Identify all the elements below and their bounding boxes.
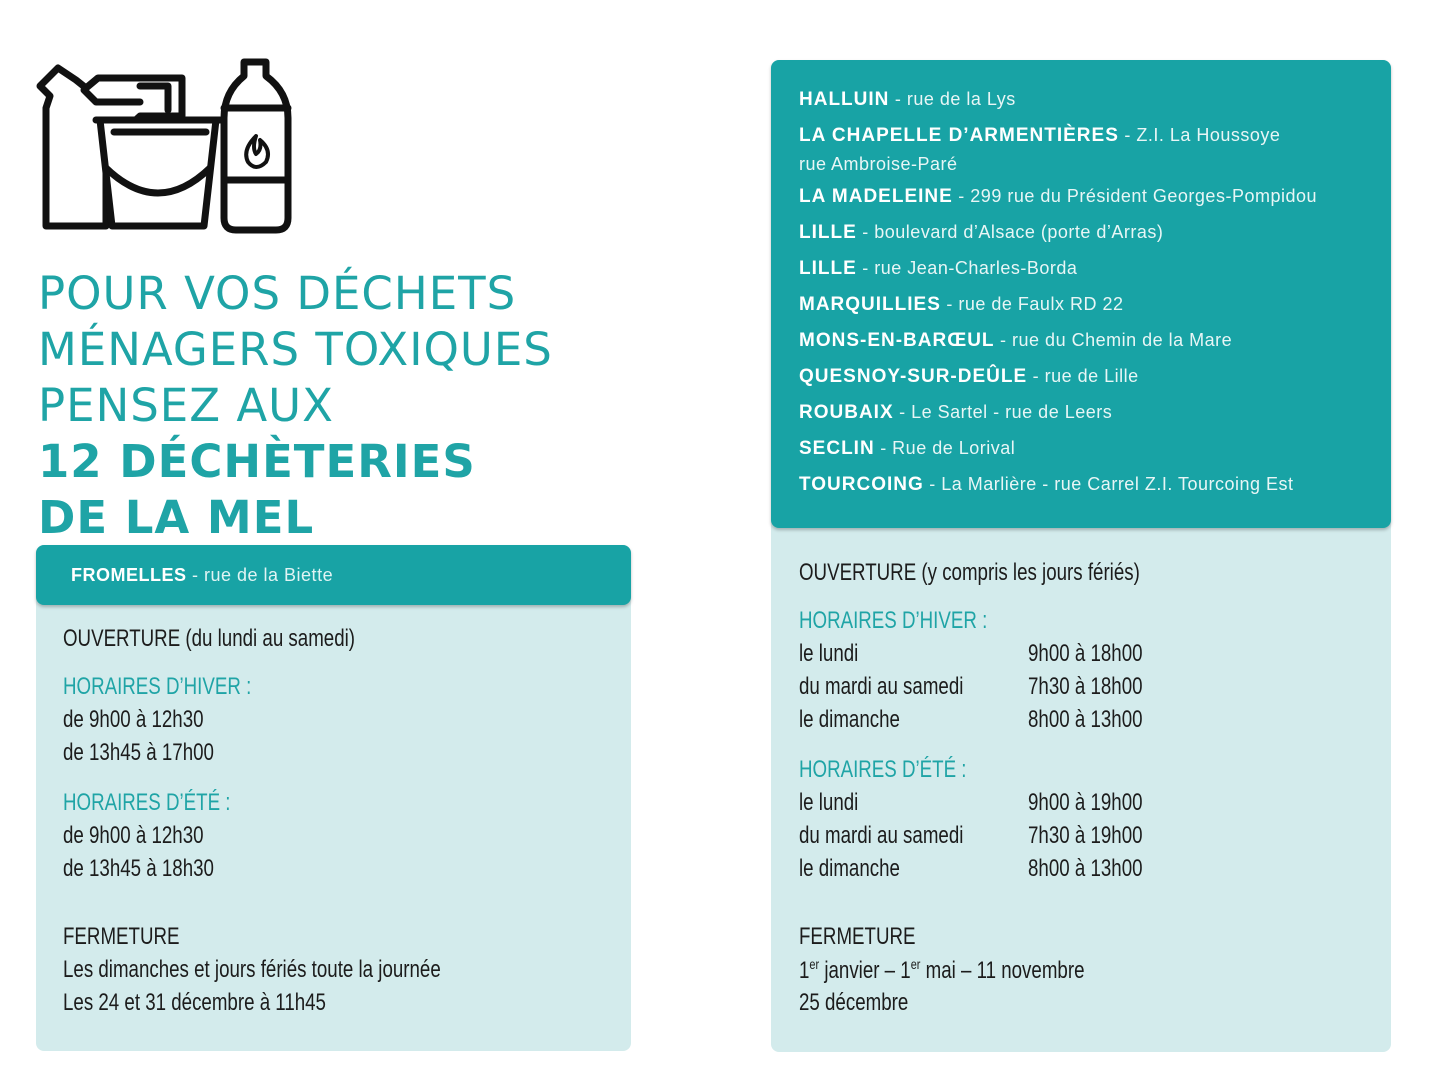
fromelles-summer-title: HORAIRES D’ÉTÉ : xyxy=(63,789,231,816)
site-city: LA MADELEINE xyxy=(799,186,953,207)
others-winter-hours-1: 9h00 à 18h00 xyxy=(1028,640,1143,667)
site-address: - rue Jean-Charles-Borda xyxy=(856,258,1078,278)
headline-line-1: POUR VOS DÉCHETS xyxy=(38,267,517,320)
site-item xyxy=(799,329,1389,352)
site-item xyxy=(799,293,1389,316)
others-winter-title: HORAIRES D’HIVER : xyxy=(799,607,988,634)
others-summer-day-2: du mardi au samedi xyxy=(799,822,964,849)
others-winter-hours-2: 7h30 à 18h00 xyxy=(1028,673,1143,700)
site-item xyxy=(799,473,1389,496)
site-city: MONS-EN-BARŒUL xyxy=(799,330,995,351)
others-summer-hours-3: 8h00 à 13h00 xyxy=(1028,855,1143,882)
fromelles-closing-2: Les 24 et 31 décembre à 11h45 xyxy=(63,989,326,1016)
site-city: FROMELLES xyxy=(71,565,187,585)
site-city: LILLE xyxy=(799,258,857,279)
closing-text-jan: janvier – 1 xyxy=(819,957,911,984)
others-closing-2: 25 décembre xyxy=(799,989,909,1016)
fromelles-summer-hours-2: de 13h45 à 18h30 xyxy=(63,855,214,882)
site-address: - La Marlière - rue Carrel Z.I. Tourcoing Est xyxy=(923,474,1294,494)
site-item xyxy=(799,365,1389,388)
closing-day-jan: 1 xyxy=(799,957,810,984)
others-winter-day-2: du mardi au samedi xyxy=(799,673,964,700)
site-item xyxy=(799,124,1389,175)
headline xyxy=(38,266,638,546)
site-address-line-2: rue Ambroise-Paré xyxy=(799,154,958,174)
others-winter-day-3: le dimanche xyxy=(799,706,900,733)
hazardous-waste-containers-icon xyxy=(36,58,296,236)
fromelles-winter-title: HORAIRES D’HIVER : xyxy=(63,673,252,700)
others-winter-day-1: le lundi xyxy=(799,640,859,667)
closing-text-may: mai – 11 novembre xyxy=(920,957,1085,984)
site-address: - Z.I. La Houssoye xyxy=(1118,125,1281,145)
closing-sup-jan: er xyxy=(809,956,820,972)
fromelles-name xyxy=(71,565,333,586)
site-address: - Le Sartel - rue de Leers xyxy=(893,402,1113,422)
fromelles-card xyxy=(36,545,631,1051)
site-address: - rue du Chemin de la Mare xyxy=(994,330,1233,350)
headline-line-4: 12 DÉCHÈTERIES xyxy=(38,435,476,488)
site-address: - rue de la Biette xyxy=(186,565,334,585)
site-item xyxy=(799,88,1389,111)
site-city: LILLE xyxy=(799,222,857,243)
fromelles-header xyxy=(36,545,631,605)
site-address: - rue de la Lys xyxy=(889,89,1016,109)
others-summer-day-3: le dimanche xyxy=(799,855,900,882)
closing-sup-may: er xyxy=(910,956,921,972)
site-city: HALLUIN xyxy=(799,89,890,110)
fromelles-winter-hours-1: de 9h00 à 12h30 xyxy=(63,706,204,733)
sites-list xyxy=(799,88,1389,509)
site-address: - Rue de Lorival xyxy=(874,438,1016,458)
sites-list-header xyxy=(771,60,1391,528)
site-city: MARQUILLIES xyxy=(799,294,941,315)
others-summer-day-1: le lundi xyxy=(799,789,859,816)
site-address: - rue de Faulx RD 22 xyxy=(940,294,1124,314)
site-item xyxy=(799,257,1389,280)
others-closing-1 xyxy=(799,956,1084,985)
site-address: - boulevard d’Alsace (porte d’Arras) xyxy=(856,222,1164,242)
site-city: SECLIN xyxy=(799,438,875,459)
fromelles-winter-hours-2: de 13h45 à 17h00 xyxy=(63,739,214,766)
others-closing-title: FERMETURE xyxy=(799,923,916,950)
others-winter-hours-3: 8h00 à 13h00 xyxy=(1028,706,1143,733)
fromelles-summer-hours-1: de 9h00 à 12h30 xyxy=(63,822,204,849)
fromelles-opening-title: OUVERTURE (du lundi au samedi) xyxy=(63,625,356,652)
headline-line-5: DE LA MEL xyxy=(38,491,315,544)
headline-line-2: MÉNAGERS TOXIQUES xyxy=(38,323,553,376)
site-city: ROUBAIX xyxy=(799,402,894,423)
site-item xyxy=(799,437,1389,460)
site-item xyxy=(799,185,1389,208)
fromelles-closing-title: FERMETURE xyxy=(63,923,180,950)
site-item xyxy=(799,401,1389,424)
site-address: - 299 rue du Président Georges-Pompidou xyxy=(952,186,1317,206)
headline-line-3: PENSEZ AUX xyxy=(38,379,334,432)
site-city: QUESNOY-SUR-DEÛLE xyxy=(799,366,1028,387)
site-address: - rue de Lille xyxy=(1027,366,1139,386)
fromelles-closing-1: Les dimanches et jours fériés toute la journée xyxy=(63,956,441,983)
others-summer-title: HORAIRES D’ÉTÉ : xyxy=(799,756,967,783)
site-city: TOURCOING xyxy=(799,474,924,495)
others-summer-hours-1: 9h00 à 19h00 xyxy=(1028,789,1143,816)
others-opening-title: OUVERTURE (y compris les jours fériés) xyxy=(799,559,1140,586)
others-summer-hours-2: 7h30 à 19h00 xyxy=(1028,822,1143,849)
site-city: LA CHAPELLE D’ARMENTIÈRES xyxy=(799,125,1119,146)
site-item xyxy=(799,221,1389,244)
